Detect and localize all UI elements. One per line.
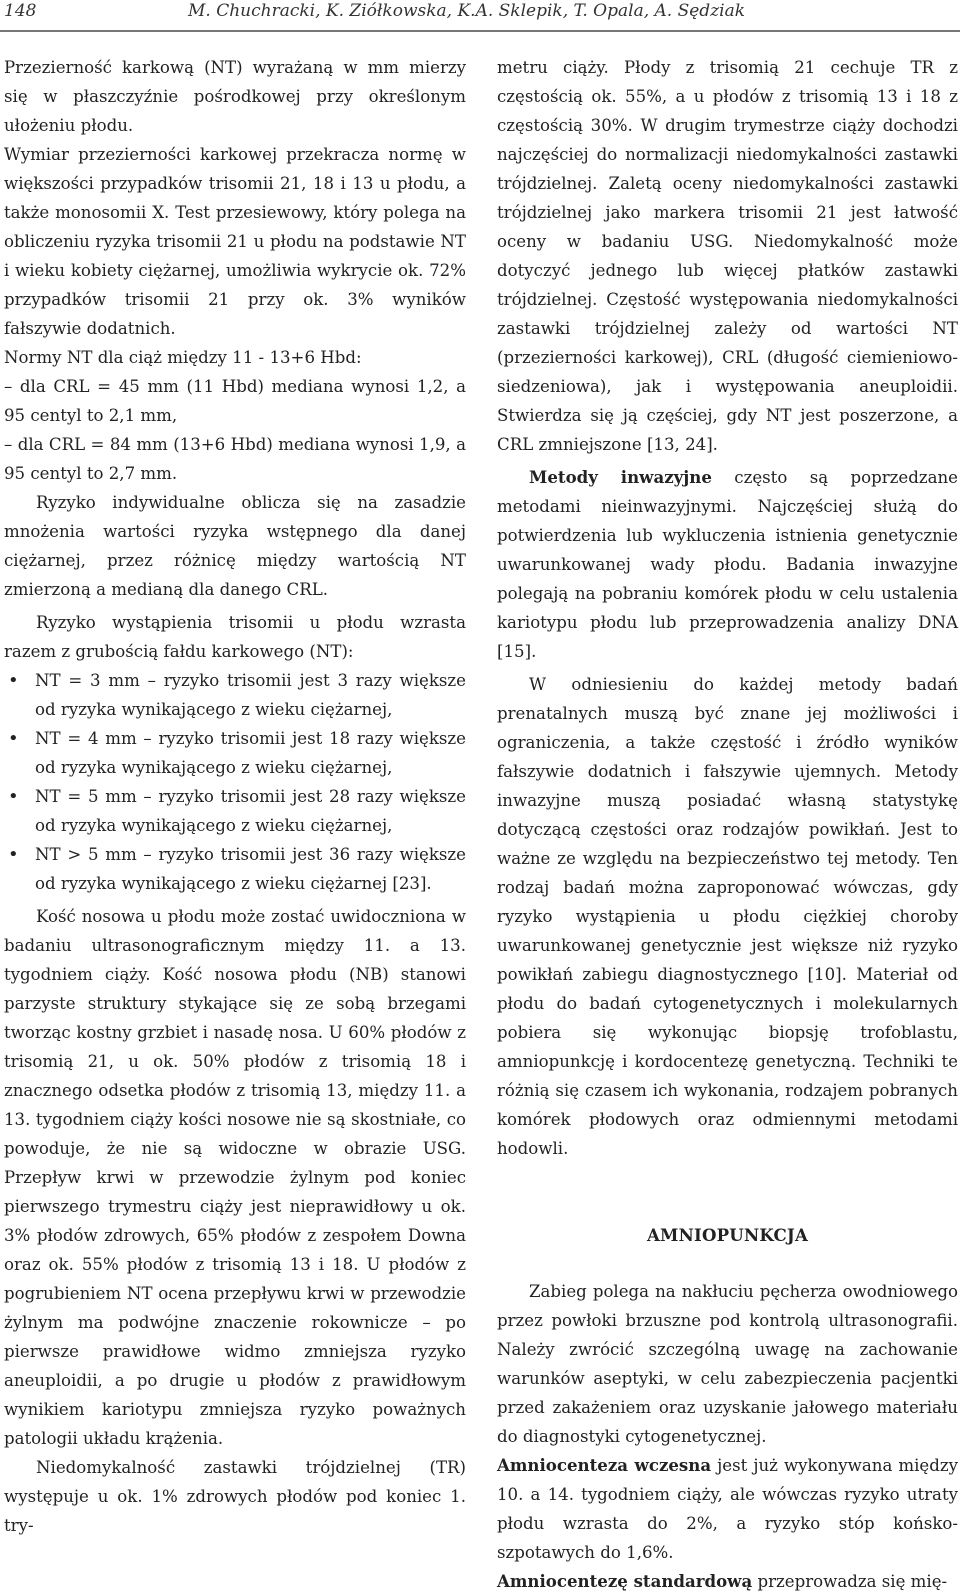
right-column	[497, 53, 958, 1596]
paragraph: Normy NT dla ciąż między 11 - 13+6 Hbd:	[4, 348, 362, 367]
paragraph: Ryzyko wystąpienia trisomii u płodu wzrasta razem z grubością fałdu karkowego (NT):	[4, 613, 466, 661]
list-item: • NT > 5 mm – ryzyko trisomii jest 36 razy większe od ryzyka wynikającego z wieku ciężarnej [23].	[4, 840, 466, 898]
running-head-authors: M. Chuchracki, K. Ziółkowska, K.A. Sklepik, T. Opala, A. Sędziak	[188, 1, 746, 21]
bold-term: Amniocentezę standardową	[497, 1571, 753, 1591]
paragraph: Kość nosowa u płodu może zostać uwidoczniona w badaniu ultrasonograficznym między 11. a 13. tygodniem ciąży. Kość nosowa płodu (NB) stanowi parzyste struktury stykające się ze sobą brzegami tworząc kostny grzbiet i nasadę nosa. U 60% płodów z trisomią 21, u ok. 50% płodów z trisomią 18 i znacznego odsetka płodów z trisomią 13, między 11. a 13. tygodniem ciąży kości nosowe nie są skostniałe, co powoduje, że nie są widoczne w obrazie USG. Przepływ krwi w przewodzie żylnym pod koniec pierwszego trymestru ciąży jest nieprawidłowy u ok. 3% płodów zdrowych, 65% płodów z zespołem Downa oraz ok. 55% płodów z trisomią 13 i 18. U płodów z pogrubieniem NT ocena przepływu krwi w przewodzie żylnym ma podwójne znaczenie rokownicze – po pierwsze prawidłowe widmo zmniejsza ryzyko aneuploidii, a po drugie u płodów z prawidłowym wynikiem kariotypu zmniejsza ryzyko poważnych patologii układu krążenia.	[4, 907, 466, 1448]
left-column	[4, 53, 466, 1540]
paragraph: Wymiar przezierności karkowej przekracza normę w większości przypadków trisomii 21, 18 i 13 u płodu, a także monosomii X. Test przesiewowy, który polega na obliczeniu ryzyka trisomii 21 u płodu na podstawie NT i wieku kobiety ciężarnej, umożliwia wykrycie ok. 72% przypadków trisomii 21 przy ok. 3% wyników fałszywie dodatnich.	[4, 145, 466, 338]
list-item: • NT = 5 mm – ryzyko trisomii jest 28 razy większe od ryzyka wynikającego z wieku ciężarnej,	[4, 782, 466, 840]
paragraph: Przezierność karkową (NT) wyrażaną w mm mierzy się w płaszczyźnie pośrodkowej przy określonym ułożeniu płodu.	[4, 58, 466, 135]
list-item: • NT = 3 mm – ryzyko trisomii jest 3 razy większe od ryzyka wynikającego z wieku ciężarnej,	[4, 666, 466, 724]
paragraph: metru ciąży. Płody z trisomią 21 cechuje TR z częstością ok. 55%, a u płodów z trisomią 13 i 18 z częstością 30%. W drugim trymestrze ciąży dochodzi najczęściej do normalizacji niedomykalności zastawki trójdzielnej. Zaletą oceny niedomykalności zastawki trójdzielnej jako markera trisomii 21 jest łatwość oceny w badaniu USG. Niedomykalność może dotyczyć jednego lub więcej płatków zastawki trójdzielnej. Częstość występowania niedomykalności zastawki trójdzielnej zależy od wartości NT (przezierności karkowej), CRL (długość ciemieniowo-siedzeniowa), jak i występowania aneuploidii. Stwierdza się ją częściej, gdy NT jest poszerzone, a CRL zmniejszone [13, 24].	[497, 58, 958, 454]
paragraph: Ryzyko indywidualne oblicza się na zasadzie mnożenia wartości ryzyka wstępnego dla danej ciężarnej, przez różnicę między wartością NT zmierzoną a medianą dla danego CRL.	[4, 493, 466, 599]
bold-term: Metody inwazyjne	[529, 467, 712, 487]
paragraph: – dla CRL = 45 mm (11 Hbd) mediana wynosi 1,2, a 95 centyl to 2,1 mm,	[4, 377, 466, 425]
paragraph: Zabieg polega na nakłuciu pęcherza owodniowego przez powłoki brzuszne pod kontrolą ultrasonografii. Należy zwrócić szczególną uwagę na zachowanie warunków aseptyki, w celu zabezpieczenia pacjentki przed zakażeniem oraz uzyskanie jałowego materiału do diagnostyki cytogenetycznej.	[497, 1282, 958, 1446]
bullet-list	[4, 666, 466, 898]
paragraph: W odniesieniu do każdej metody badań prenatalnych muszą być znane jej możliwości i ograniczenia, a także częstość i źródło wyników fałszywie dodatnich i fałszywie ujemnych. Metody inwazyjne muszą posiadać własną statystykę dotyczącą częstości oraz rodzajów powikłań. Jest to ważne ze względu na bezpieczeństwo tej metody. Ten rodzaj badań można zaproponować wówczas, gdy ryzyko wystąpienia u płodu ciężkiej choroby uwarunkowanej genetycznie jest większe niż ryzyko powikłań zabiegu diagnostycznego [10]. Materiał od płodu do badań cytogenetycznych i molekularnych pobiera się wykonując biopsję trofoblastu, amniopunkcję i kordocentezę genetyczną. Techniki te różnią się czasem ich wykonania, rodzajem pobranych komórek płodowych oraz odmiennymi metodami hodowli.	[497, 675, 958, 1158]
paragraph: Amniocenteza wczesna jest już wykonywana między 10. a 14. tygodniem ciąży, ale wówczas ryzyko utraty płodu wzrasta do 2%, a ryzyko stóp końsko-szpotawych do 1,6%.	[497, 1455, 958, 1562]
list-item: • NT = 4 mm – ryzyko trisomii jest 18 razy większe od ryzyka wynikającego z wieku ciężarnej,	[4, 724, 466, 782]
paragraph: Metody inwazyjne często są poprzedzane metodami nieinwazyjnymi. Najczęściej służą do potwierdzenia lub wykluczenia istnienia genetycznie uwarunkowanej wady płodu. Badania inwazyjne polegają na pobraniu komórek płodu w celu ustalenia kariotypu płodu lub przeprowadzenia analizy DNA [15].	[497, 467, 958, 661]
page-number: 148	[4, 1, 37, 21]
paragraph: Niedomykalność zastawki trójdzielnej (TR) występuje u ok. 1% zdrowych płodów pod koniec 1. try-	[4, 1458, 466, 1535]
paragraph: Amniocentezę standardową przeprowadza się mię-	[497, 1571, 948, 1591]
bold-term: Amniocenteza wczesna	[497, 1455, 712, 1475]
paragraph: – dla CRL = 84 mm (13+6 Hbd) mediana wynosi 1,9, a 95 centyl to 2,7 mm.	[4, 435, 466, 483]
page-header	[0, 0, 960, 32]
section-heading: AMNIOPUNKCJA	[646, 1225, 809, 1245]
